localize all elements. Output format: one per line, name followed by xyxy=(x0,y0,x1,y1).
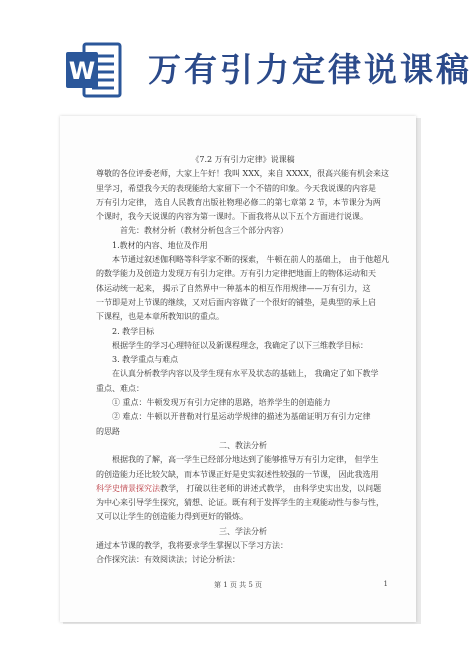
paragraph-line: 根据我的了解，高一学生已经部分地达到了能够推导万有引力定律， 但学生 xyxy=(112,455,379,465)
page-number: 1 xyxy=(383,580,388,588)
paragraph-line: 的思路 xyxy=(96,426,120,436)
page-count-label: 第 1 页 共 5 页 xyxy=(213,581,263,589)
paragraph-line: ① 重点：牛顿发现万有引力定律的思路，培养学生的创造能力 xyxy=(112,398,331,408)
paragraph-line: 为中心来引导学生探究，猜想、论证。既有利于发挥学生的主观能动性与参与性， xyxy=(96,498,384,508)
document-body xyxy=(96,153,390,568)
paragraph-line: 首先：教材分析（教材分析包含三个部分内容） xyxy=(120,226,288,236)
paragraph-line: 合作探究法：有效阅读法；讨论分析法： xyxy=(96,555,240,565)
paragraph-line: 尊敬的各位评委老师，大家上午好！我叫 XXX，来自 XXXX，很高兴能有机会来这 xyxy=(96,169,389,179)
paragraph-line: 3. 教学重点与难点 xyxy=(112,355,179,365)
paragraph-line: 本节通过叙述伽利略等科学家不断的探索， 牛顿在前人的基础上， 由于他超凡 xyxy=(112,255,390,265)
paragraph-line: 的创造能力还比较欠缺，而本节课正好是史实叙述性较强的一节课， 因此我选用 xyxy=(96,469,379,479)
paragraph-line: 1.教材的内容、地位及作用 xyxy=(112,240,208,250)
paragraph-line: 一节即是对上节课的继续，又对后面内容做了一个很好的铺垫，是典型的承上启 xyxy=(96,297,376,307)
document-title: 万有引力定律说课稿 xyxy=(148,50,472,89)
paragraph-line: ② 难点：牛顿以开普勒对行星运动学规律的描述为基础证明万有引力定律 xyxy=(112,412,371,422)
paragraph-line: 重点、难点： xyxy=(96,383,144,393)
paragraph-line: 通过本节课的教学，我将要求学生掌握以下学习方法： xyxy=(96,541,288,551)
document-heading: 《7.2 万有引力定律》说课稿 xyxy=(191,155,295,164)
paragraph-line: 又可以让学生的创造能力得到更好的锻炼。 xyxy=(96,512,248,522)
highlighted-phrase: 科学史情景探究法 xyxy=(96,483,160,493)
paragraph-line: 三、学法分析 xyxy=(219,526,267,536)
paragraph-line: 的数学能力及创造力发现万有引力定律。万有引力定律把地面上的物体运动和天 xyxy=(96,269,376,279)
bottom-band xyxy=(0,626,474,669)
paragraph-line: 科学史情景探究法教学， 打破以往老师的讲述式教学， 由科学史实出发，以问题 xyxy=(96,483,382,493)
paragraph-line: 个课时，我今天说课的内容为第一课时。下面我将从以下五个方面进行说课。 xyxy=(96,212,368,222)
header-banner xyxy=(0,0,474,118)
paragraph-line: 2. 教学目标 xyxy=(112,326,155,336)
paragraph-line: 根据学生的学习心理特征以及新课程理念，我确定了以下三维教学目标： xyxy=(112,340,368,350)
paragraph-line: 万有引力定律， 选自人民教育出版社物理必修二的第七章第 2 节，本节课分为两 xyxy=(96,197,381,207)
paragraph-line: 里学习，希望我今天的表现能给大家留下一个不错的印象。今天我说课的内容是 xyxy=(96,183,376,193)
paragraph-line: 在认真分析教学内容以及学生现有水平及状态的基础上， 我确定了如下教学 xyxy=(112,369,379,379)
document-page xyxy=(60,116,416,622)
logo-letter: W xyxy=(68,57,96,85)
paragraph-line: 二、教法分析 xyxy=(219,440,267,450)
paragraph-line: 下课程，也是本章所教知识的重点。 xyxy=(96,312,224,322)
paragraph-line: 体运动统一起来， 揭示了自然界中一种基本的相互作用规律——万有引力，这 xyxy=(96,283,371,293)
word-document-icon xyxy=(62,38,126,102)
